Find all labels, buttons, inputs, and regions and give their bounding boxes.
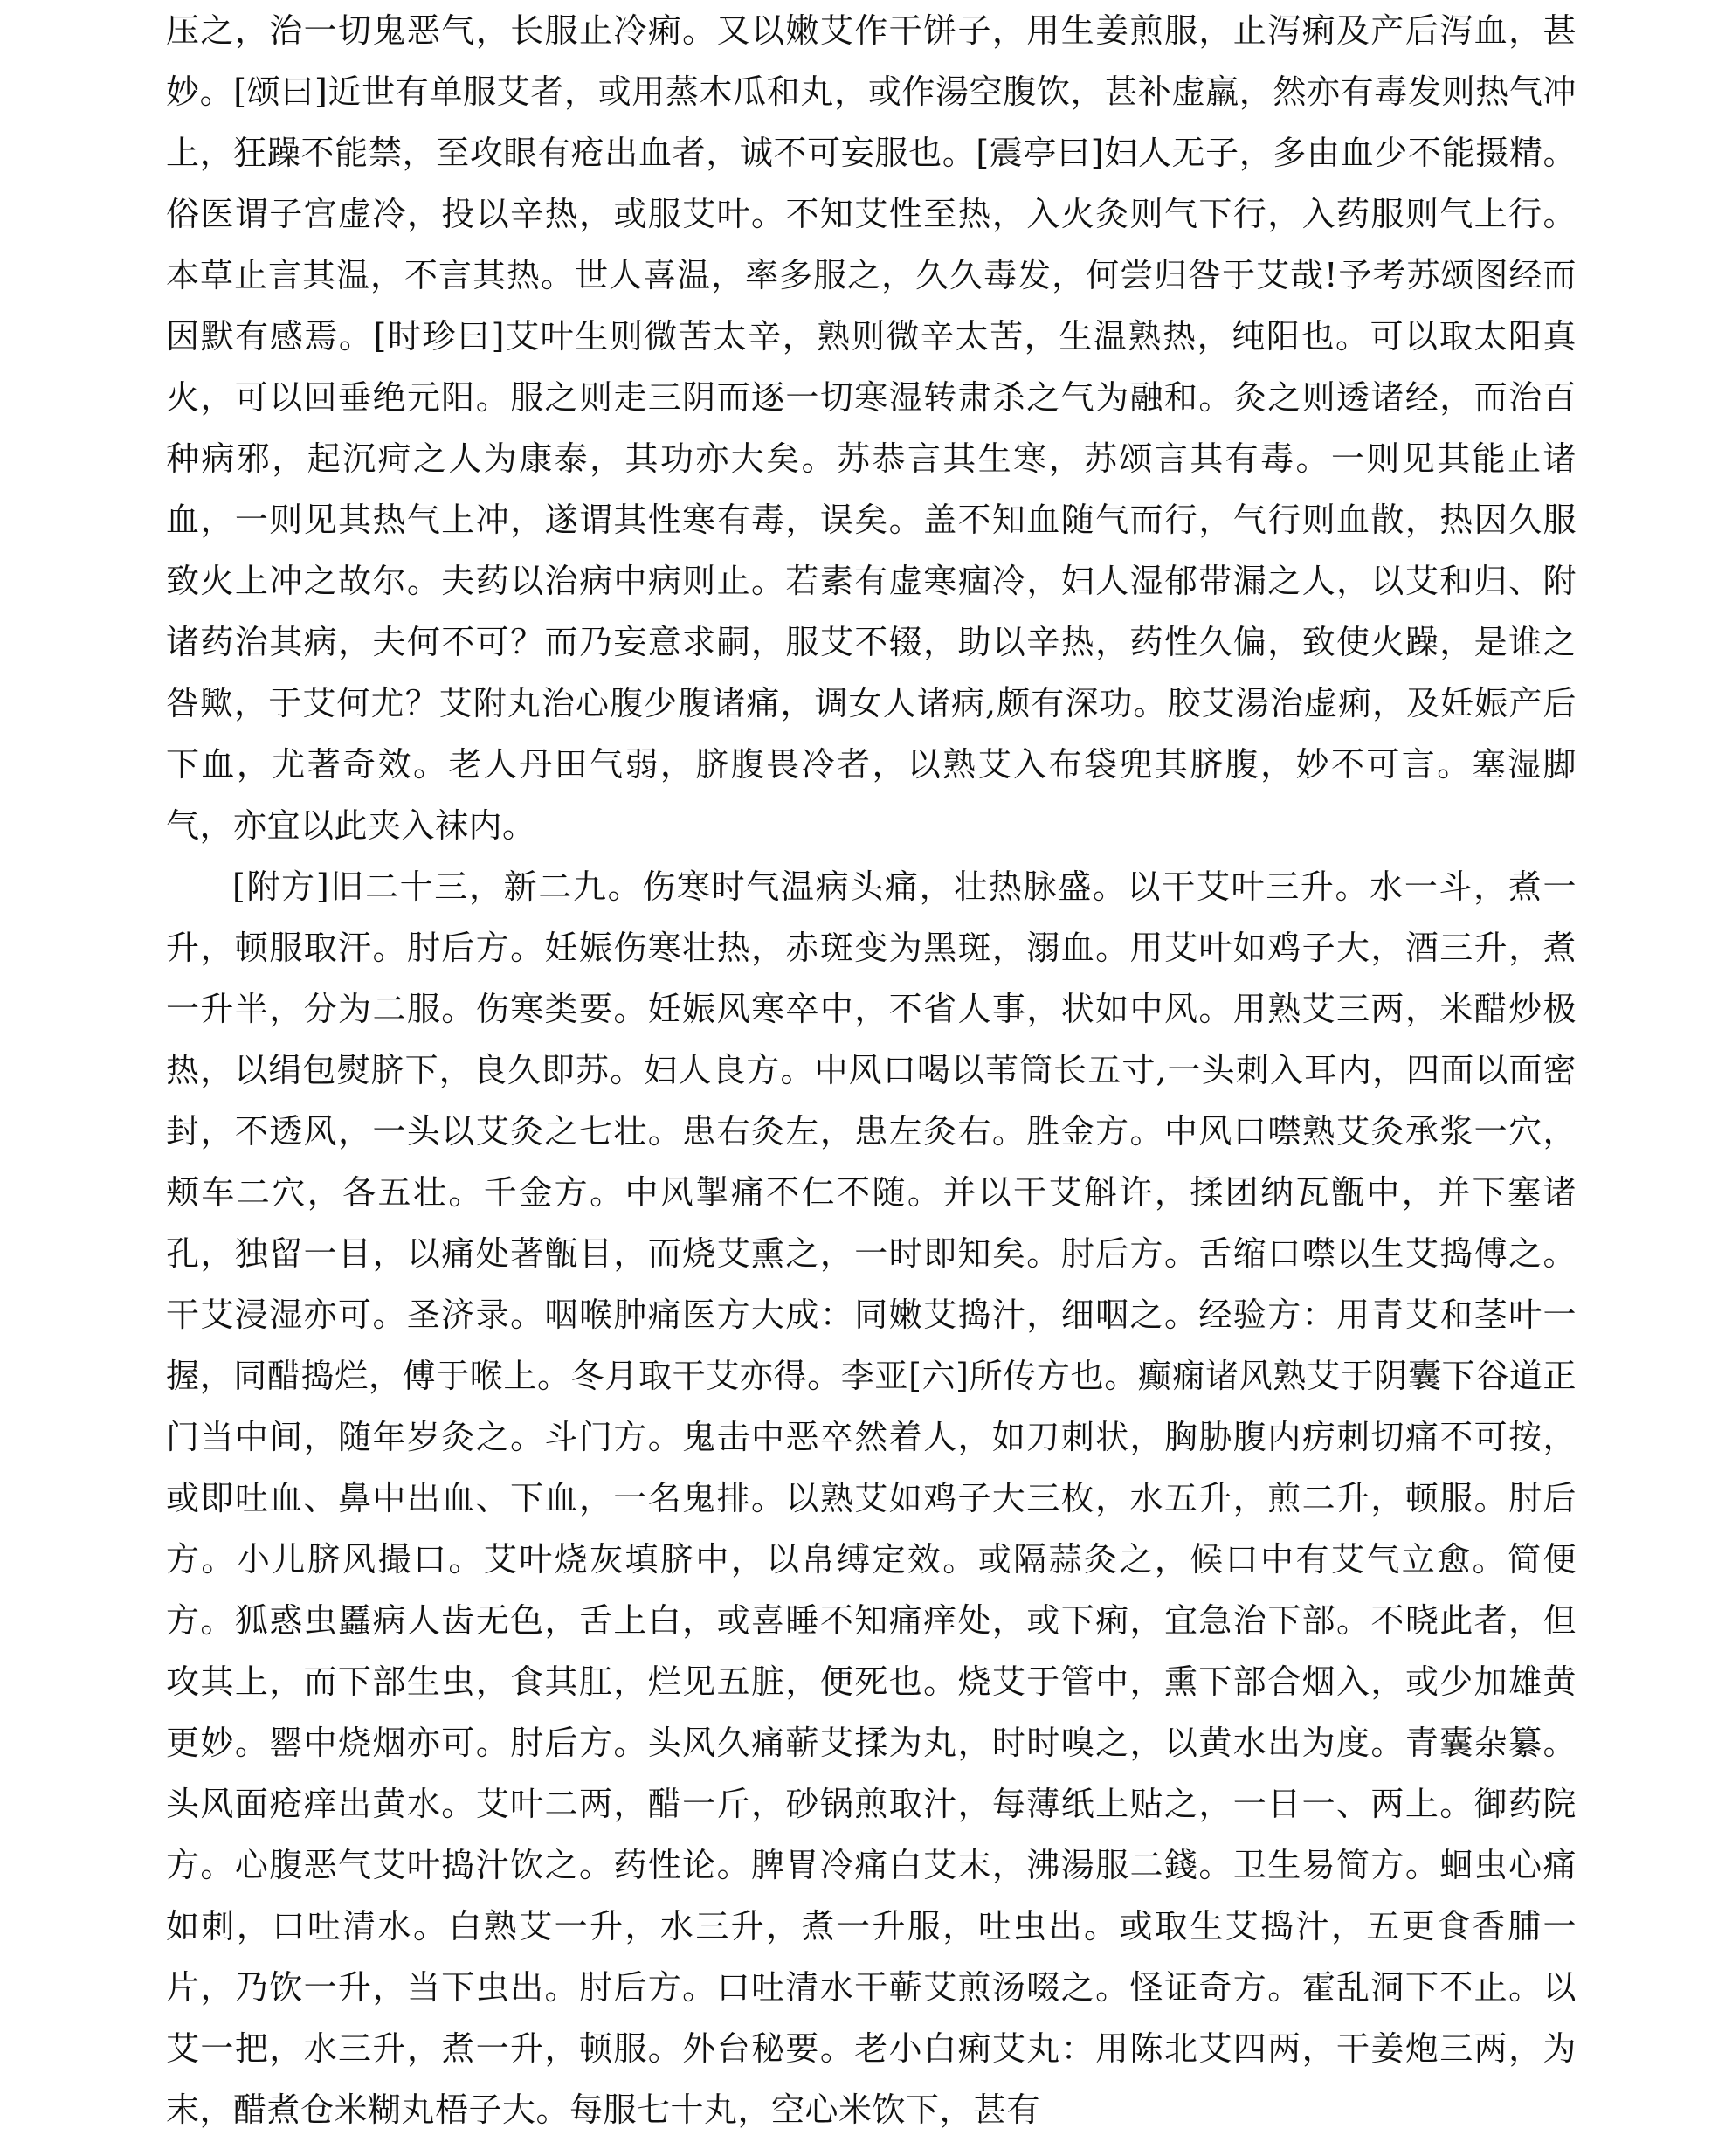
document-page	[166, 0, 1577, 2156]
paragraph-continuation: 压之，治一切鬼恶气，长服止冷痢。又以嫩艾作干饼子，用生姜煎服，止泻痢及产后泻血，甚妙。[颂曰]近世有单服艾者，或用蒸木瓜和丸，或作湯空腹饮，甚补虚羸，然亦有毒发则热气冲上，狂躁不能禁，至攻眼有疮出血者，诚不可妄服也。[震亭曰]妇人无子，多由血少不能摄精。俗医谓子宫虚冷，投以辛热，或服艾叶。不知艾性至热，入火灸则气下行，入药服则气上行。本草止言其温，不言其热。世人喜温，率多服之，久久毒发，何尝归咎于艾哉!予考苏颂图经而因默有感焉。[时珍曰]艾叶生则微苦太辛，熟则微辛太苦，生温熟热，纯阳也。可以取太阳真火，可以回垂绝元阳。服之则走三阴而逐一切寒湿转肃杀之气为融和。灸之则透诸经，而治百种病邪，起沉疴之人为康泰，其功亦大矣。苏恭言其生寒，苏颂言其有毒。一则见其能止诸血，一则见其热气上冲，遂谓其性寒有毒，误矣。盖不知血随气而行，气行则血散，热因久服致火上冲之故尔。夫药以治病中病则止。若素有虚寒痼冷，妇人湿郁带漏之人，以艾和归、附诸药治其病，夫何不可？而乃妄意求嗣，服艾不辍，助以辛热，药性久偏，致使火躁，是谁之咎歟，于艾何尤？艾附丸治心腹少腹诸痛，调女人诸病,颇有深功。胶艾湯治虚痢，及妊娠产后下血，尤著奇效。老人丹田气弱，脐腹畏冷者，以熟艾入布袋兜其脐腹，妙不可言。塞湿脚气，亦宜以此夹入袜内。	[166, 11, 1577, 845]
document-body	[166, 0, 1577, 2140]
paragraph-appended-formulas: [附方]旧二十三，新二九。伤寒时气温病头痛，壮热脉盛。以干艾叶三升。水一斗，煮一升，顿服取汗。肘后方。妊娠伤寒壮热，赤斑变为黑斑，溺血。用艾叶如鸡子大，酒三升，煮一升半，分为二服。伤寒类要。妊娠风寒卒中，不省人事，状如中风。用熟艾三两，米醋炒极热，以绢包熨脐下，良久即苏。妇人良方。中风口喝以苇筒长五寸,一头刺入耳内，四面以面密封，不透风，一头以艾灸之七壮。患右灸左，患左灸右。胜金方。中风口噤熟艾灸承浆一穴，颊车二穴，各五壮。千金方。中风掣痛不仁不随。并以干艾斛许，揉团纳瓦甑中，并下塞诸孔，独留一目，以痛处著甑目，而烧艾熏之，一时即知矣。肘后方。舌缩口噤以生艾捣傅之。干艾浸湿亦可。圣济录。咽喉肿痛医方大成：同嫩艾捣汁，细咽之。经验方：用青艾和茎叶一握，同醋捣烂，傅于喉上。冬月取干艾亦得。李亚[六]所传方也。癫痫诸风熟艾于阴囊下谷道正门当中间，随年岁灸之。斗门方。鬼击中恶卒然着人，如刀刺状，胸胁腹内疠刺切痛不可按，或即吐血、鼻中出血、下血，一名鬼排。以熟艾如鸡子大三枚，水五升，煎二升，顿服。肘后方。小儿脐风撮口。艾叶烧灰填脐中，以帛缚定效。或隔蒜灸之，候口中有艾气立愈。简便方。狐惑虫䘌病人齿无色，舌上白，或喜睡不知痛痒处，或下痢，宜急治下部。不晓此者，但攻其上，而下部生虫，食其肛，烂见五脏，便死也。烧艾于管中，熏下部合烟入，或少加雄黄更妙。罂中烧烟亦可。肘后方。头风久痛蕲艾揉为丸，时时嗅之，以黄水出为度。青囊杂纂。头风面疮痒出黄水。艾叶二两，醋一斤，砂锅煎取汁，每薄纸上贴之，一日一、两上。御药院方。心腹恶气艾叶捣汁饮之。药性论。脾胃冷痛白艾末，沸湯服二錢。卫生易简方。蛔虫心痛如刺，口吐清水。白熟艾一升，水三升，煮一升服，吐虫出。或取生艾捣汁，五更食香脯一片，乃饮一升，当下虫出。肘后方。口吐清水干蕲艾煎汤啜之。怪证奇方。霍乱洞下不止。以艾一把，水三升，煮一升，顿服。外台秘要。老小白痢艾丸：用陈北艾四两，干姜炮三两，为末，醋煮仓米糊丸梧子大。每服七十丸，空心米饮下，甚有	[166, 867, 1577, 2129]
